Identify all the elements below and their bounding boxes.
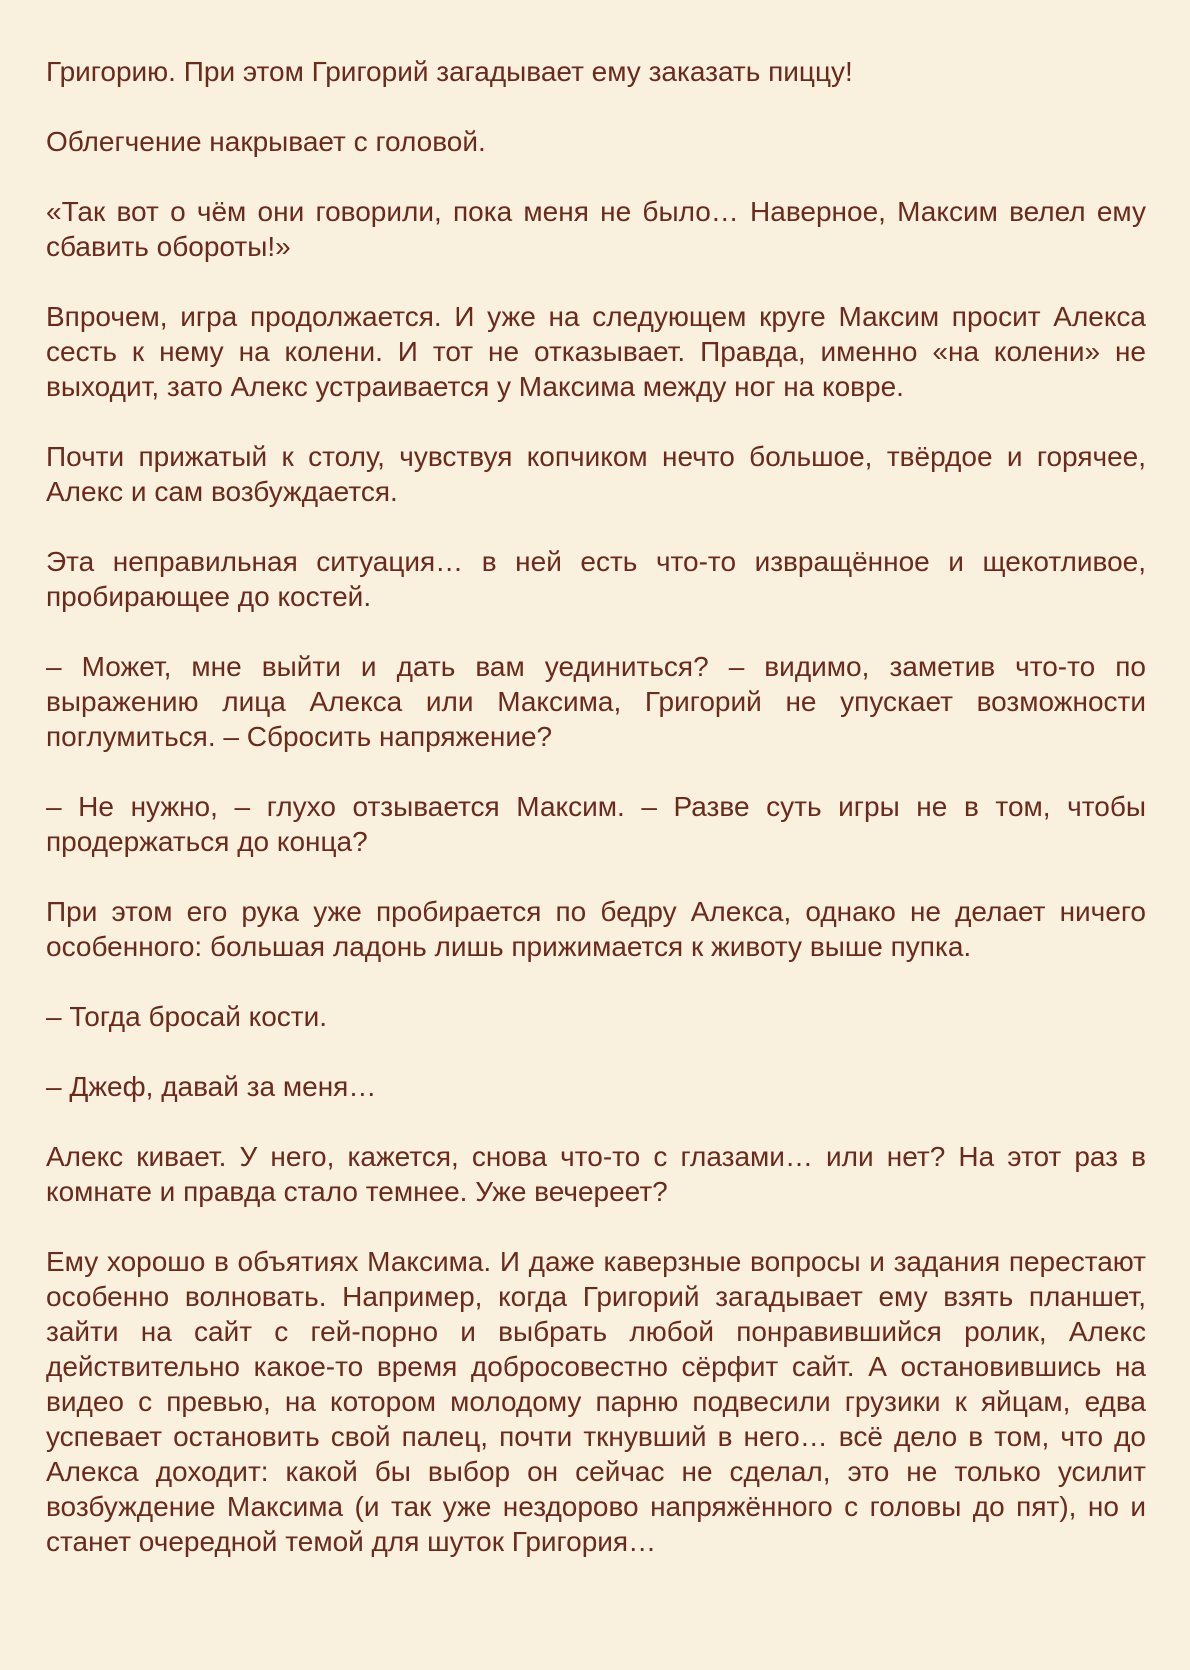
paragraph: Эта неправильная ситуация… в ней есть что-то извращённое и щекотливое, пробирающее до костей. xyxy=(46,546,1146,612)
paragraph: Алекс кивает. У него, кажется, снова что-то с глазами… или нет? На этот раз в комнате и правда стало темнее. Уже вечереет? xyxy=(46,1141,1146,1207)
paragraph: – Тогда бросай кости. xyxy=(46,1001,328,1032)
paragraph: Григорию. При этом Григорий загадывает ему заказать пиццу! xyxy=(46,56,853,87)
paragraph: При этом его рука уже пробирается по бедру Алекса, однако не делает ничего особенного: большая ладонь лишь прижимается к животу выше пупка. xyxy=(46,896,1146,962)
document-text xyxy=(46,54,1146,1559)
paragraph: Ему хорошо в объятиях Максима. И даже каверзные вопросы и задания перестают особенно волновать. Например, когда Григорий загадывает ему взять планшет, зайти на сайт с гей-порно и выбрать любой понравившийся ролик, Алекс действительно какое-то время добросовестно сёрфит сайт. А остановившись на видео с превью, на котором молодому парню подвесили грузики к яйцам, едва успевает остановить свой палец, почти ткнувший в него… всё дело в том, что до Алекса доходит: какой бы выбор он сейчас не сделал, это не только усилит возбуждение Максима (и так уже нездорово напряжённого с головы до пят), но и станет очередной темой для шуток Григория… xyxy=(46,1246,1146,1557)
paragraph: «Так вот о чём они говорили, пока меня не было… Наверное, Максим велел ему сбавить обороты!» xyxy=(46,196,1146,262)
paragraph: – Джеф, давай за меня… xyxy=(46,1071,377,1102)
paragraph: Почти прижатый к столу, чувствуя копчиком нечто большое, твёрдое и горячее, Алекс и сам возбуждается. xyxy=(46,441,1146,507)
paragraph: Впрочем, игра продолжается. И уже на следующем круге Максим просит Алекса сесть к нему на колени. И тот не отказывает. Правда, именно «на колени» не выходит, зато Алекс устраивается у Максима между ног на ковре. xyxy=(46,301,1146,402)
paragraph: – Не нужно, – глухо отзывается Максим. – Разве суть игры не в том, чтобы продержаться до конца? xyxy=(46,791,1146,857)
paragraph: Облегчение накрывает с головой. xyxy=(46,126,486,157)
paragraph: – Может, мне выйти и дать вам уединиться? – видимо, заметив что-то по выражению лица Алекса или Максима, Григорий не упускает возможности поглумиться. – Сбросить напряжение? xyxy=(46,651,1146,752)
